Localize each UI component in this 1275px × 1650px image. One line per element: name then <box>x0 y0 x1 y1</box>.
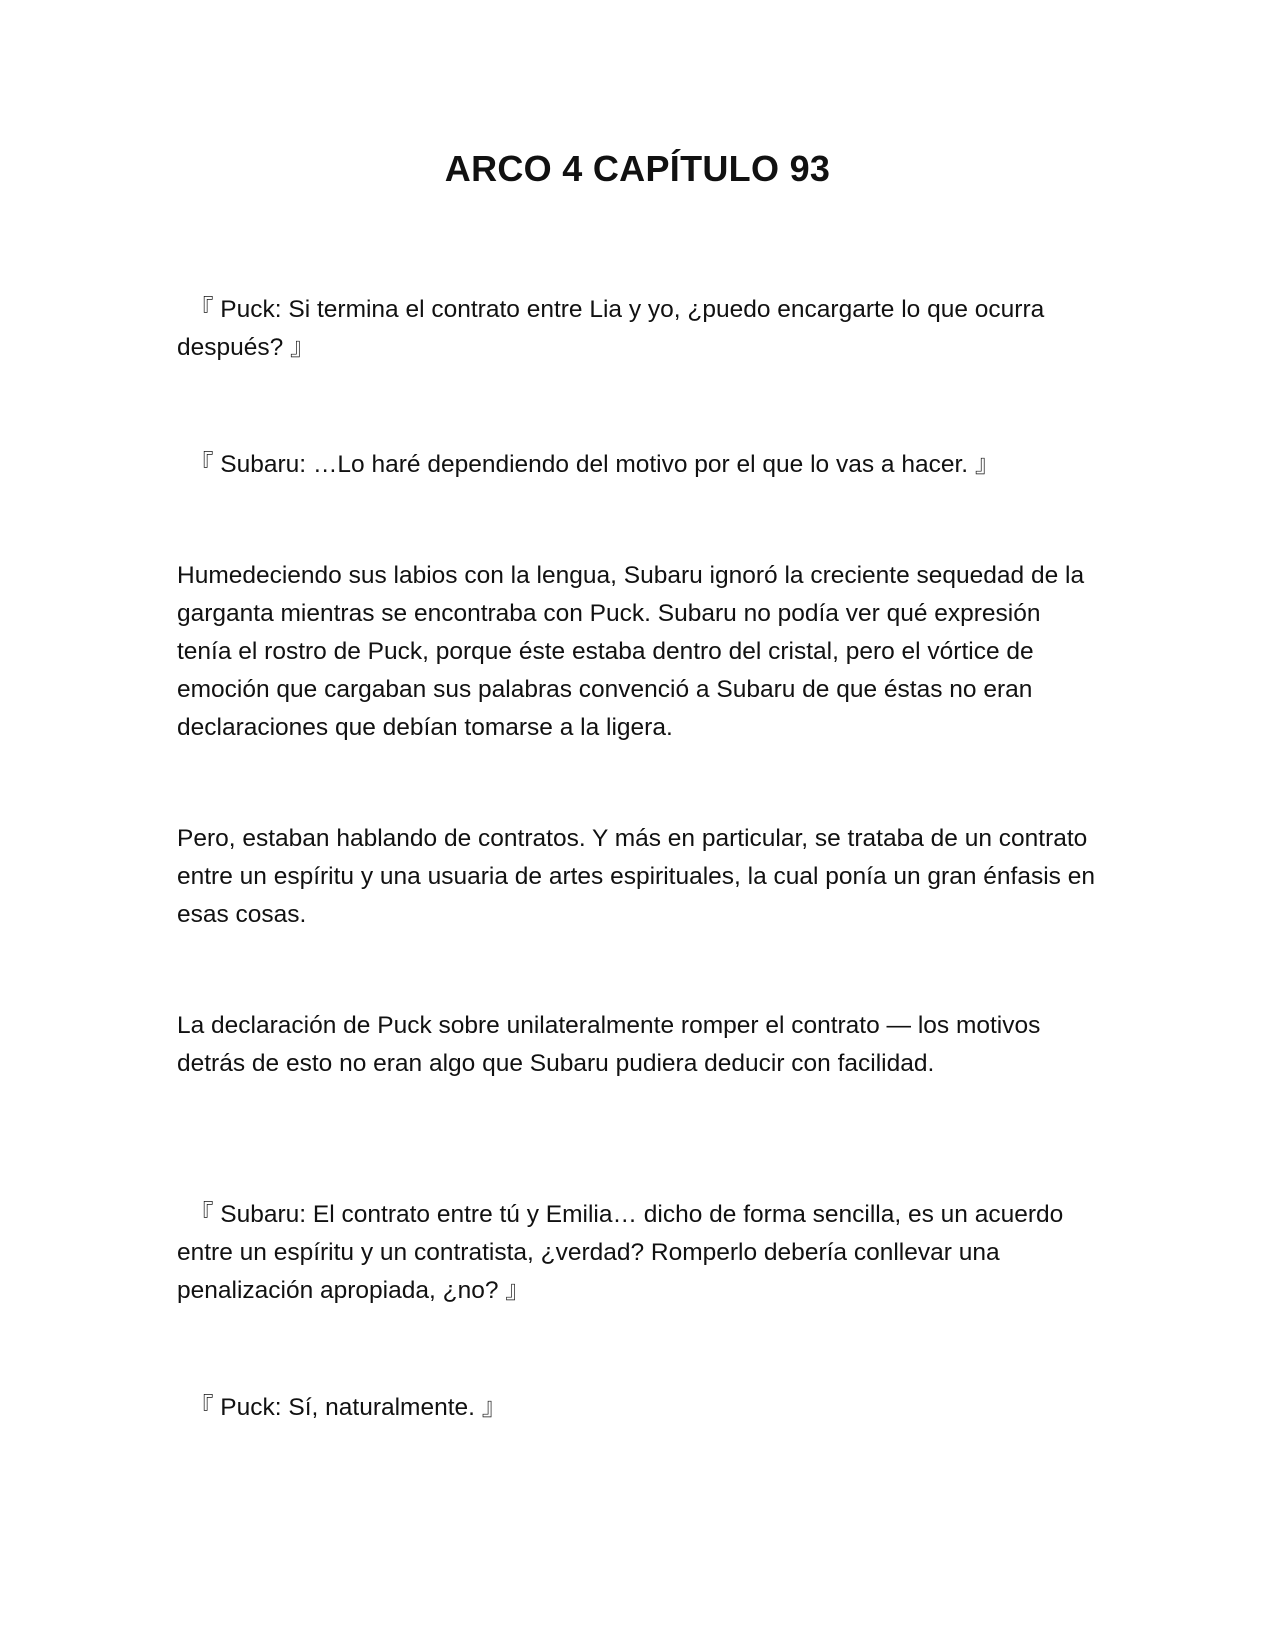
dialogue-puck-2: 『 Puck: Sí, naturalmente. 』 <box>189 1394 507 1421</box>
dialogue-puck-1: 『 Puck: Si termina el contrato entre Lia y yo, ¿puedo encargarte lo que ocurra después? 』 <box>177 296 1045 361</box>
dialogue-subaru-2: 『 Subaru: El contrato entre tú y Emilia… dicho de forma sencilla, es un acuerdo entre un espíritu y un contratista, ¿verdad? Romperlo debería conllevar una penalización apropiada, ¿no? 』 <box>177 1201 1064 1304</box>
narration-paragraph-3: La declaración de Puck sobre unilateralmente romper el contrato — los motivos detrás de esto no eran algo que Subaru pudiera deducir con facilidad. <box>177 1012 1041 1077</box>
chapter-title: ARCO 4 CAPÍTULO 93 <box>444 148 831 189</box>
narration-paragraph-1: Humedeciendo sus labios con la lengua, Subaru ignoró la creciente sequedad de la garganta mientras se encontraba con Puck. Subaru no podía ver qué expresión tenía el rostro de Puck, porque éste estaba dentro del cristal, pero el vórtice de emoción que cargaban sus palabras convenció a Subaru de que éstas no eran declaraciones que debían tomarse a la ligera. <box>177 562 1085 741</box>
dialogue-subaru-1: 『 Subaru: …Lo haré dependiendo del motivo por el que lo vas a hacer. 』 <box>189 451 1000 478</box>
narration-paragraph-2: Pero, estaban hablando de contratos. Y más en particular, se trataba de un contrato entre un espíritu y una usuaria de artes espirituales, la cual ponía un gran énfasis en esas cosas. <box>177 825 1095 928</box>
